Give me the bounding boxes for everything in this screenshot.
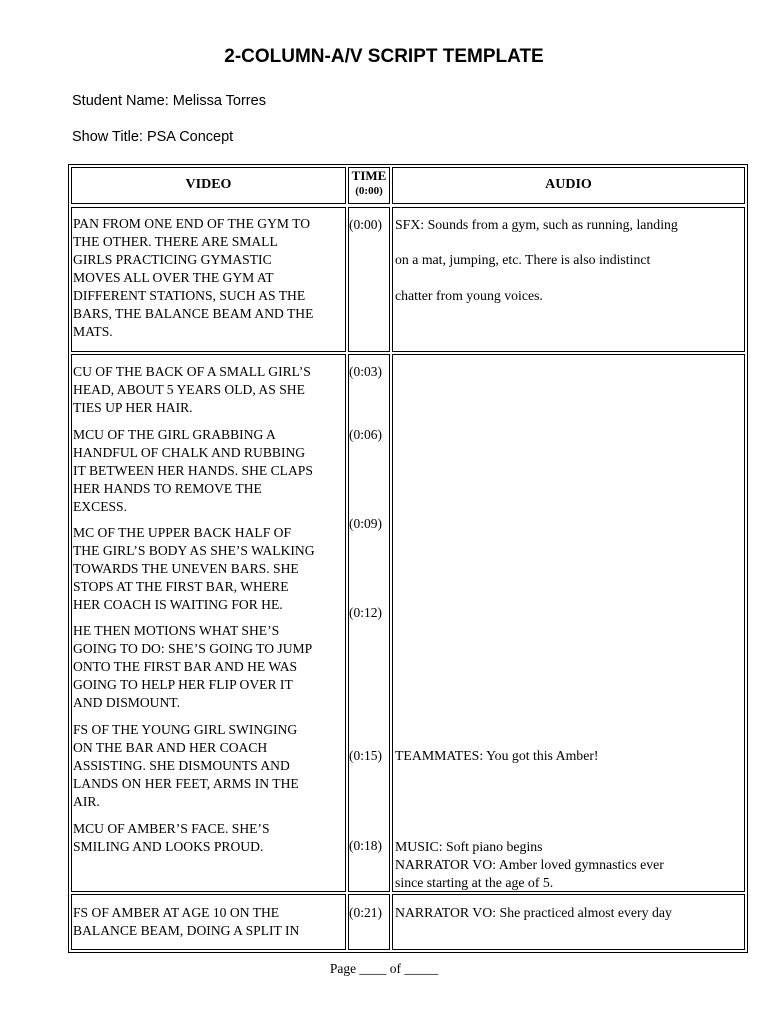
row-1-video-text: PAN FROM ONE END OF THE GYM TO THE OTHER. THERE ARE SMALL GIRLS PRACTICING GYMASTIC MOVES ALL OVER THE GYM AT DIFFERENT STATIONS, SUCH AS THE BARS, THE BALANCE BEAM AND THE MATS. (73, 216, 314, 339)
audio-teammates: TEAMMATES: You got this Amber! (395, 748, 599, 763)
row-1-audio-line-2: on a mat, jumping, etc. There is also indistinct (395, 252, 651, 267)
time-0-18: (0:18) (349, 838, 382, 853)
show-title: Show Title: PSA Concept (72, 129, 234, 145)
shot-mcu-ambers-face: MCU OF AMBER’S FACE. SHE’S SMILING AND LOOKS PROUD. (73, 821, 270, 854)
time-header-sub: (0:00) (355, 185, 383, 197)
row-3-audio-cell (392, 894, 745, 950)
row-3-time-cell (348, 894, 390, 950)
time-0-09: (0:09) (349, 516, 382, 531)
shot-mcu-chalk: MCU OF THE GIRL GRABBING A HANDFUL OF CHALK AND RUBBING IT BETWEEN HER HANDS. SHE CLAPS HER HANDS TO REMOVE THE EXCESS. (73, 427, 313, 514)
shot-coach-motions: HE THEN MOTIONS WHAT SHE’S GOING TO DO: SHE’S GOING TO JUMP ONTO THE FIRST BAR AND HE WAS GOING TO HELP HER FLIP OVER IT AND DISMOUNT. (73, 623, 313, 710)
shot-cu-back-of-head: CU OF THE BACK OF A SMALL GIRL’S HEAD, ABOUT 5 YEARS OLD, AS SHE TIES UP HER HAIR. (73, 364, 311, 415)
row-3-time: (0:21) (349, 905, 382, 920)
student-name: Student Name: Melissa Torres (72, 93, 266, 109)
document-title: 2-COLUMN-A/V SCRIPT TEMPLATE (224, 46, 544, 67)
time-0-06: (0:06) (349, 427, 382, 442)
time-0-12: (0:12) (349, 605, 382, 620)
shot-fs-swinging: FS OF THE YOUNG GIRL SWINGING ON THE BAR AND HER COACH ASSISTING. SHE DISMOUNTS AND LANDS ON HER FEET, ARMS IN THE AIR. (73, 722, 299, 809)
shot-mc-walking: MC OF THE UPPER BACK HALF OF THE GIRL’S BODY AS SHE’S WALKING TOWARDS THE UNEVEN BARS. SHE STOPS AT THE FIRST BAR, WHERE HER COACH IS WAITING FOR HE. (73, 525, 315, 612)
time-0-15: (0:15) (349, 748, 382, 763)
time-0-03: (0:03) (349, 364, 382, 379)
row-3-video-text: FS OF AMBER AT AGE 10 ON THE BALANCE BEAM, DOING A SPLIT IN (73, 905, 300, 938)
row-3-audio: NARRATOR VO: She practiced almost every day (395, 905, 672, 920)
video-header: VIDEO (185, 177, 232, 192)
time-header: TIME (351, 168, 387, 183)
audio-header: AUDIO (545, 177, 592, 192)
page-footer: Page ____ of _____ (329, 961, 439, 976)
row-1-audio-line-3: chatter from young voices. (395, 288, 543, 303)
row-1-time: (0:00) (349, 217, 382, 232)
audio-music-narrator: MUSIC: Soft piano begins NARRATOR VO: Amber loved gymnastics ever since starting at the age of 5. (395, 839, 664, 890)
row-2-audio-cell (392, 354, 745, 892)
row-1-audio-line-1: SFX: Sounds from a gym, such as running, landing (395, 217, 678, 232)
